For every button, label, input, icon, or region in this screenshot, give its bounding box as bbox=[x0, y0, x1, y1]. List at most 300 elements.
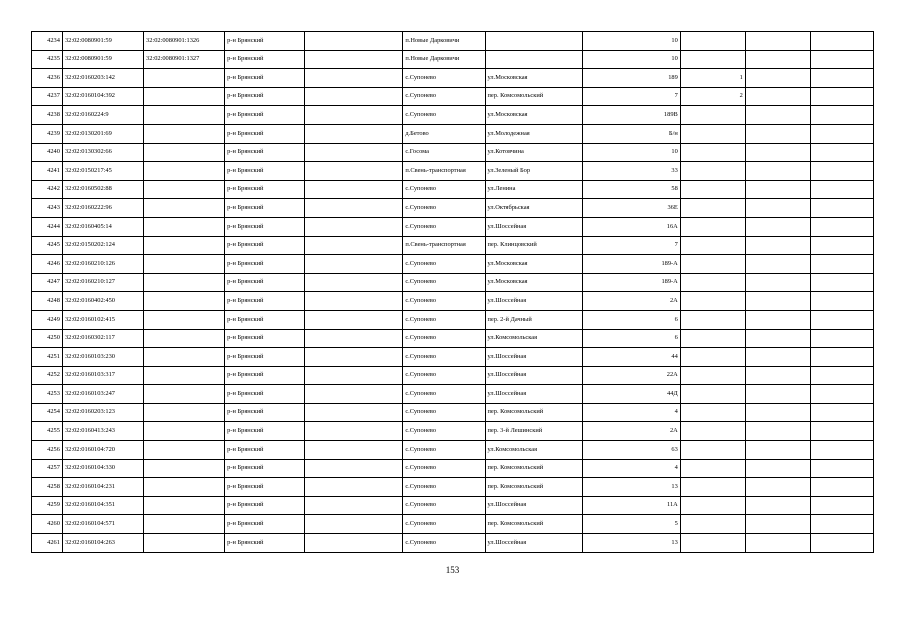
empty-cell bbox=[810, 496, 873, 515]
empty-cell bbox=[745, 459, 810, 478]
empty-cell bbox=[810, 329, 873, 348]
street-cell: пер. Комсомольский bbox=[485, 403, 582, 422]
empty-cell bbox=[305, 459, 403, 478]
table-row bbox=[32, 50, 874, 69]
cadastral-number-cell: 32:02:0160104:571 bbox=[62, 515, 143, 534]
empty-cell bbox=[810, 348, 873, 367]
empty-cell bbox=[745, 441, 810, 460]
row-number-cell: 4260 bbox=[32, 515, 63, 534]
building-cadastral-number-cell bbox=[144, 441, 225, 460]
row-number-cell: 4235 bbox=[32, 50, 63, 69]
empty-cell bbox=[810, 32, 873, 51]
cadastral-number-cell: 32:02:0150217:45 bbox=[62, 162, 143, 181]
row-number-cell: 4236 bbox=[32, 69, 63, 88]
empty-cell bbox=[745, 236, 810, 255]
table-row bbox=[32, 459, 874, 478]
empty-cell bbox=[305, 441, 403, 460]
table-row bbox=[32, 496, 874, 515]
address-table bbox=[31, 31, 874, 553]
unit-number-cell bbox=[680, 329, 745, 348]
cadastral-number-cell: 32:02:0160102:415 bbox=[62, 310, 143, 329]
locality-cell: п.Свень-транспортная bbox=[403, 236, 485, 255]
empty-cell bbox=[810, 180, 873, 199]
table-row bbox=[32, 403, 874, 422]
empty-cell bbox=[745, 385, 810, 404]
house-number-cell: 10 bbox=[582, 50, 680, 69]
cadastral-number-cell: 32:02:0160104:392 bbox=[62, 87, 143, 106]
empty-cell bbox=[810, 255, 873, 274]
street-cell bbox=[485, 32, 582, 51]
empty-cell bbox=[745, 422, 810, 441]
locality-cell: п.Свень-транспортная bbox=[403, 162, 485, 181]
empty-cell bbox=[305, 255, 403, 274]
empty-cell bbox=[305, 478, 403, 497]
table-row bbox=[32, 273, 874, 292]
building-cadastral-number-cell bbox=[144, 143, 225, 162]
row-number-cell: 4237 bbox=[32, 87, 63, 106]
district-cell: р-н Брянский bbox=[225, 496, 305, 515]
table-row bbox=[32, 69, 874, 88]
row-number-cell: 4259 bbox=[32, 496, 63, 515]
house-number-cell: 33 bbox=[582, 162, 680, 181]
house-number-cell: 189-А bbox=[582, 255, 680, 274]
empty-cell bbox=[305, 106, 403, 125]
cadastral-number-cell: 32:02:0160104:231 bbox=[62, 478, 143, 497]
locality-cell: с.Госома bbox=[403, 143, 485, 162]
empty-cell bbox=[745, 515, 810, 534]
district-cell: р-н Брянский bbox=[225, 273, 305, 292]
street-cell: ул.Молодежная bbox=[485, 124, 582, 143]
row-number-cell: 4245 bbox=[32, 236, 63, 255]
empty-cell bbox=[810, 478, 873, 497]
house-number-cell: 44 bbox=[582, 348, 680, 367]
street-cell: ул.Московская bbox=[485, 106, 582, 125]
building-cadastral-number-cell bbox=[144, 87, 225, 106]
house-number-cell: 13 bbox=[582, 534, 680, 553]
cadastral-number-cell: 32:02:0160224:9 bbox=[62, 106, 143, 125]
locality-cell: п.Новые Дарковичи bbox=[403, 50, 485, 69]
building-cadastral-number-cell bbox=[144, 329, 225, 348]
street-cell: пер. 3-й Лешинский bbox=[485, 422, 582, 441]
building-cadastral-number-cell bbox=[144, 534, 225, 553]
empty-cell bbox=[810, 124, 873, 143]
unit-number-cell bbox=[680, 385, 745, 404]
row-number-cell: 4252 bbox=[32, 366, 63, 385]
locality-cell: с.Супонево bbox=[403, 106, 485, 125]
empty-cell bbox=[305, 310, 403, 329]
house-number-cell: 44Д bbox=[582, 385, 680, 404]
row-number-cell: 4247 bbox=[32, 273, 63, 292]
empty-cell bbox=[745, 310, 810, 329]
cadastral-number-cell: 32:02:0160210:126 bbox=[62, 255, 143, 274]
locality-cell: с.Супонево bbox=[403, 180, 485, 199]
locality-cell: д.Бетово bbox=[403, 124, 485, 143]
district-cell: р-н Брянский bbox=[225, 366, 305, 385]
page-number: 153 bbox=[445, 565, 460, 575]
district-cell: р-н Брянский bbox=[225, 124, 305, 143]
empty-cell bbox=[305, 348, 403, 367]
district-cell: р-н Брянский bbox=[225, 478, 305, 497]
house-number-cell: 10 bbox=[582, 32, 680, 51]
table-body bbox=[32, 32, 874, 553]
row-number-cell: 4242 bbox=[32, 180, 63, 199]
building-cadastral-number-cell bbox=[144, 106, 225, 125]
empty-cell bbox=[745, 50, 810, 69]
cadastral-number-cell: 32:02:0160203:142 bbox=[62, 69, 143, 88]
empty-cell bbox=[305, 292, 403, 311]
street-cell: ул.Шоссейная bbox=[485, 534, 582, 553]
empty-cell bbox=[305, 217, 403, 236]
empty-cell bbox=[305, 366, 403, 385]
locality-cell: с.Супонево bbox=[403, 69, 485, 88]
locality-cell: с.Супонево bbox=[403, 348, 485, 367]
house-number-cell: 22А bbox=[582, 366, 680, 385]
empty-cell bbox=[810, 273, 873, 292]
locality-cell: с.Супонево bbox=[403, 273, 485, 292]
unit-number-cell bbox=[680, 162, 745, 181]
empty-cell bbox=[745, 329, 810, 348]
unit-number-cell bbox=[680, 255, 745, 274]
building-cadastral-number-cell bbox=[144, 310, 225, 329]
empty-cell bbox=[745, 124, 810, 143]
cadastral-number-cell: 32:02:0160103:317 bbox=[62, 366, 143, 385]
empty-cell bbox=[810, 106, 873, 125]
house-number-cell: 6 bbox=[582, 329, 680, 348]
unit-number-cell bbox=[680, 534, 745, 553]
district-cell: р-н Брянский bbox=[225, 50, 305, 69]
building-cadastral-number-cell bbox=[144, 366, 225, 385]
empty-cell bbox=[810, 422, 873, 441]
empty-cell bbox=[810, 50, 873, 69]
street-cell: пер. Клинцовский bbox=[485, 236, 582, 255]
empty-cell bbox=[305, 199, 403, 218]
cadastral-number-cell: 32:02:0160103:247 bbox=[62, 385, 143, 404]
table-row bbox=[32, 292, 874, 311]
building-cadastral-number-cell bbox=[144, 124, 225, 143]
row-number-cell: 4248 bbox=[32, 292, 63, 311]
house-number-cell: 7 bbox=[582, 87, 680, 106]
street-cell: ул.Комсомольская bbox=[485, 441, 582, 460]
empty-cell bbox=[810, 69, 873, 88]
street-cell: пер. Комсомольский bbox=[485, 459, 582, 478]
district-cell: р-н Брянский bbox=[225, 106, 305, 125]
street-cell: пер. Комсомольский bbox=[485, 87, 582, 106]
street-cell: ул.Московская bbox=[485, 255, 582, 274]
empty-cell bbox=[745, 32, 810, 51]
cadastral-number-cell: 32:02:0160210:127 bbox=[62, 273, 143, 292]
empty-cell bbox=[810, 162, 873, 181]
locality-cell: с.Супонево bbox=[403, 217, 485, 236]
house-number-cell: 13 bbox=[582, 478, 680, 497]
building-cadastral-number-cell bbox=[144, 403, 225, 422]
unit-number-cell bbox=[680, 366, 745, 385]
empty-cell bbox=[745, 143, 810, 162]
empty-cell bbox=[305, 273, 403, 292]
cadastral-number-cell: 32:02:0160502:88 bbox=[62, 180, 143, 199]
locality-cell: с.Супонево bbox=[403, 515, 485, 534]
table-row bbox=[32, 534, 874, 553]
table-row bbox=[32, 32, 874, 51]
unit-number-cell bbox=[680, 403, 745, 422]
cadastral-number-cell: 32:02:0150202:124 bbox=[62, 236, 143, 255]
house-number-cell: 5 bbox=[582, 515, 680, 534]
unit-number-cell bbox=[680, 459, 745, 478]
house-number-cell: 6 bbox=[582, 310, 680, 329]
empty-cell bbox=[305, 32, 403, 51]
district-cell: р-н Брянский bbox=[225, 32, 305, 51]
empty-cell bbox=[810, 459, 873, 478]
unit-number-cell bbox=[680, 310, 745, 329]
district-cell: р-н Брянский bbox=[225, 292, 305, 311]
table-row bbox=[32, 478, 874, 497]
locality-cell: п.Новые Дарковичи bbox=[403, 32, 485, 51]
building-cadastral-number-cell bbox=[144, 180, 225, 199]
empty-cell bbox=[745, 403, 810, 422]
cadastral-number-cell: 32:02:0160222:96 bbox=[62, 199, 143, 218]
locality-cell: с.Супонево bbox=[403, 496, 485, 515]
row-number-cell: 4244 bbox=[32, 217, 63, 236]
empty-cell bbox=[810, 143, 873, 162]
empty-cell bbox=[745, 69, 810, 88]
cadastral-number-cell: 32:02:0130201:69 bbox=[62, 124, 143, 143]
empty-cell bbox=[745, 217, 810, 236]
house-number-cell: 189В bbox=[582, 106, 680, 125]
row-number-cell: 4250 bbox=[32, 329, 63, 348]
building-cadastral-number-cell: 32:02:0080901:1327 bbox=[144, 50, 225, 69]
empty-cell bbox=[305, 87, 403, 106]
row-number-cell: 4256 bbox=[32, 441, 63, 460]
building-cadastral-number-cell bbox=[144, 515, 225, 534]
empty-cell bbox=[305, 534, 403, 553]
street-cell: ул.Шоссейная bbox=[485, 496, 582, 515]
district-cell: р-н Брянский bbox=[225, 534, 305, 553]
empty-cell bbox=[305, 162, 403, 181]
street-cell: ул.Шоссейная bbox=[485, 366, 582, 385]
district-cell: р-н Брянский bbox=[225, 329, 305, 348]
cadastral-number-cell: 32:02:0160104:330 bbox=[62, 459, 143, 478]
row-number-cell: 4251 bbox=[32, 348, 63, 367]
building-cadastral-number-cell bbox=[144, 217, 225, 236]
empty-cell bbox=[305, 143, 403, 162]
building-cadastral-number-cell bbox=[144, 69, 225, 88]
unit-number-cell bbox=[680, 180, 745, 199]
empty-cell bbox=[810, 441, 873, 460]
locality-cell: с.Супонево bbox=[403, 329, 485, 348]
table-row bbox=[32, 87, 874, 106]
table-row bbox=[32, 217, 874, 236]
empty-cell bbox=[305, 236, 403, 255]
locality-cell: с.Супонево bbox=[403, 459, 485, 478]
row-number-cell: 4249 bbox=[32, 310, 63, 329]
row-number-cell: 4238 bbox=[32, 106, 63, 125]
locality-cell: с.Супонево bbox=[403, 87, 485, 106]
street-cell: ул.Котовчина bbox=[485, 143, 582, 162]
row-number-cell: 4253 bbox=[32, 385, 63, 404]
district-cell: р-н Брянский bbox=[225, 180, 305, 199]
empty-cell bbox=[810, 385, 873, 404]
table-row bbox=[32, 329, 874, 348]
empty-cell bbox=[810, 236, 873, 255]
empty-cell bbox=[810, 310, 873, 329]
empty-cell bbox=[745, 496, 810, 515]
empty-cell bbox=[305, 385, 403, 404]
district-cell: р-н Брянский bbox=[225, 403, 305, 422]
house-number-cell: 4 bbox=[582, 459, 680, 478]
district-cell: р-н Брянский bbox=[225, 348, 305, 367]
table-row bbox=[32, 348, 874, 367]
table-row bbox=[32, 441, 874, 460]
building-cadastral-number-cell bbox=[144, 385, 225, 404]
row-number-cell: 4246 bbox=[32, 255, 63, 274]
unit-number-cell: 1 bbox=[680, 69, 745, 88]
empty-cell bbox=[745, 292, 810, 311]
unit-number-cell bbox=[680, 199, 745, 218]
cadastral-number-cell: 32:02:0080901:59 bbox=[62, 50, 143, 69]
unit-number-cell bbox=[680, 496, 745, 515]
table-row bbox=[32, 255, 874, 274]
empty-cell bbox=[745, 366, 810, 385]
cadastral-number-cell: 32:02:0160413:243 bbox=[62, 422, 143, 441]
row-number-cell: 4239 bbox=[32, 124, 63, 143]
building-cadastral-number-cell bbox=[144, 348, 225, 367]
house-number-cell: 11А bbox=[582, 496, 680, 515]
building-cadastral-number-cell bbox=[144, 292, 225, 311]
street-cell: пер. 2-й Дачный bbox=[485, 310, 582, 329]
unit-number-cell bbox=[680, 236, 745, 255]
building-cadastral-number-cell bbox=[144, 459, 225, 478]
empty-cell bbox=[305, 422, 403, 441]
empty-cell bbox=[810, 515, 873, 534]
empty-cell bbox=[305, 180, 403, 199]
cadastral-number-cell: 32:02:0160405:14 bbox=[62, 217, 143, 236]
building-cadastral-number-cell bbox=[144, 422, 225, 441]
empty-cell bbox=[745, 534, 810, 553]
unit-number-cell bbox=[680, 32, 745, 51]
locality-cell: с.Супонево bbox=[403, 199, 485, 218]
row-number-cell: 4255 bbox=[32, 422, 63, 441]
house-number-cell: 63 bbox=[582, 441, 680, 460]
empty-cell bbox=[305, 124, 403, 143]
empty-cell bbox=[745, 106, 810, 125]
row-number-cell: 4240 bbox=[32, 143, 63, 162]
locality-cell: с.Супонево bbox=[403, 534, 485, 553]
table-row bbox=[32, 236, 874, 255]
table-row bbox=[32, 515, 874, 534]
house-number-cell: 16А bbox=[582, 217, 680, 236]
district-cell: р-н Брянский bbox=[225, 255, 305, 274]
street-cell bbox=[485, 50, 582, 69]
street-cell: ул.Комсомольская bbox=[485, 329, 582, 348]
unit-number-cell bbox=[680, 50, 745, 69]
empty-cell bbox=[810, 366, 873, 385]
locality-cell: с.Супонево bbox=[403, 403, 485, 422]
house-number-cell: 7 bbox=[582, 236, 680, 255]
empty-cell bbox=[745, 199, 810, 218]
row-number-cell: 4258 bbox=[32, 478, 63, 497]
unit-number-cell bbox=[680, 143, 745, 162]
table-row bbox=[32, 422, 874, 441]
building-cadastral-number-cell bbox=[144, 273, 225, 292]
empty-cell bbox=[745, 255, 810, 274]
unit-number-cell bbox=[680, 478, 745, 497]
empty-cell bbox=[305, 50, 403, 69]
building-cadastral-number-cell bbox=[144, 236, 225, 255]
house-number-cell: 2А bbox=[582, 292, 680, 311]
row-number-cell: 4234 bbox=[32, 32, 63, 51]
unit-number-cell bbox=[680, 441, 745, 460]
cadastral-number-cell: 32:02:0130302:66 bbox=[62, 143, 143, 162]
empty-cell bbox=[745, 87, 810, 106]
locality-cell: с.Супонево bbox=[403, 292, 485, 311]
street-cell: ул.Шоссейная bbox=[485, 217, 582, 236]
street-cell: ул.Московская bbox=[485, 273, 582, 292]
street-cell: пер. Комсомольский bbox=[485, 515, 582, 534]
unit-number-cell bbox=[680, 273, 745, 292]
cadastral-number-cell: 32:02:0080901:59 bbox=[62, 32, 143, 51]
unit-number-cell: 2 bbox=[680, 87, 745, 106]
building-cadastral-number-cell bbox=[144, 478, 225, 497]
district-cell: р-н Брянский bbox=[225, 422, 305, 441]
table-row bbox=[32, 310, 874, 329]
house-number-cell: 189-А bbox=[582, 273, 680, 292]
empty-cell bbox=[810, 403, 873, 422]
house-number-cell: 2А bbox=[582, 422, 680, 441]
empty-cell bbox=[745, 180, 810, 199]
house-number-cell: Б/н bbox=[582, 124, 680, 143]
house-number-cell: 58 bbox=[582, 180, 680, 199]
cadastral-number-cell: 32:02:0160104:720 bbox=[62, 441, 143, 460]
unit-number-cell bbox=[680, 217, 745, 236]
unit-number-cell bbox=[680, 124, 745, 143]
empty-cell bbox=[305, 496, 403, 515]
locality-cell: с.Супонево bbox=[403, 310, 485, 329]
district-cell: р-н Брянский bbox=[225, 143, 305, 162]
table-row bbox=[32, 199, 874, 218]
row-number-cell: 4261 bbox=[32, 534, 63, 553]
table-row bbox=[32, 106, 874, 125]
empty-cell bbox=[810, 87, 873, 106]
district-cell: р-н Брянский bbox=[225, 162, 305, 181]
row-number-cell: 4243 bbox=[32, 199, 63, 218]
empty-cell bbox=[305, 403, 403, 422]
street-cell: ул.Шоссейная bbox=[485, 348, 582, 367]
unit-number-cell bbox=[680, 422, 745, 441]
empty-cell bbox=[745, 273, 810, 292]
locality-cell: с.Супонево bbox=[403, 366, 485, 385]
unit-number-cell bbox=[680, 106, 745, 125]
building-cadastral-number-cell bbox=[144, 255, 225, 274]
district-cell: р-н Брянский bbox=[225, 310, 305, 329]
unit-number-cell bbox=[680, 292, 745, 311]
cadastral-number-cell: 32:02:0160203:123 bbox=[62, 403, 143, 422]
street-cell: ул.Московская bbox=[485, 69, 582, 88]
table-row bbox=[32, 143, 874, 162]
table-row bbox=[32, 124, 874, 143]
row-number-cell: 4241 bbox=[32, 162, 63, 181]
building-cadastral-number-cell bbox=[144, 199, 225, 218]
unit-number-cell bbox=[680, 348, 745, 367]
table-row bbox=[32, 385, 874, 404]
locality-cell: с.Супонево bbox=[403, 478, 485, 497]
empty-cell bbox=[745, 348, 810, 367]
empty-cell bbox=[810, 534, 873, 553]
table-row bbox=[32, 180, 874, 199]
district-cell: р-н Брянский bbox=[225, 199, 305, 218]
unit-number-cell bbox=[680, 515, 745, 534]
empty-cell bbox=[305, 515, 403, 534]
locality-cell: с.Супонево bbox=[403, 385, 485, 404]
row-number-cell: 4257 bbox=[32, 459, 63, 478]
